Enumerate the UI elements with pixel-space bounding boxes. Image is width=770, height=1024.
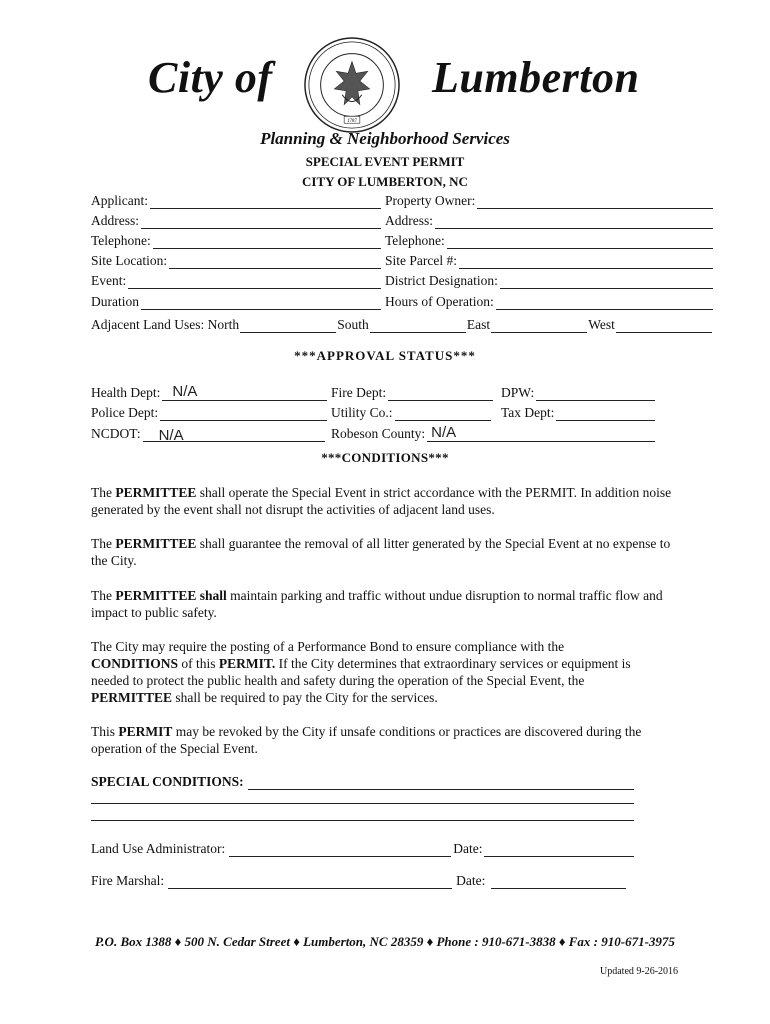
robeson-county-label: Robeson County:: [331, 426, 426, 441]
fire-marshal-field[interactable]: [168, 875, 452, 889]
ncdot: [91, 424, 325, 442]
form-subtitle: CITY OF LUMBERTON, NC: [302, 174, 468, 189]
form-title: SPECIAL EVENT PERMIT: [305, 154, 465, 169]
special-conditions: [91, 772, 634, 790]
owner-address-field[interactable]: [435, 215, 713, 229]
header-lumberton: Lumberton: [432, 53, 640, 102]
row-adjacent-land-uses: [91, 315, 713, 333]
land-use-admin-field[interactable]: [229, 843, 451, 857]
south-label: South: [337, 317, 369, 332]
robeson-county-value: N/A: [431, 424, 457, 441]
district-designation-field[interactable]: [500, 275, 713, 289]
robeson-county: [331, 424, 655, 442]
property-owner-field[interactable]: [477, 195, 713, 209]
site-location-field[interactable]: [169, 255, 381, 269]
row-duration: [91, 294, 715, 312]
special-conditions-field[interactable]: [248, 776, 634, 790]
land-use-admin-label: Land Use Administrator:: [91, 841, 226, 856]
ncdot-field[interactable]: [143, 428, 325, 442]
condition-paragraph-1: The PERMITTEE shall operate the Special Event in strict accordance with the PERMIT. In addition noise generated by the event shall not disrupt the activities of adjacent land uses.: [91, 485, 672, 517]
property-owner-label: Property Owner:: [385, 193, 476, 208]
condition-paragraph-5: This PERMIT may be revoked by the City if unsafe conditions or practices are discovered during the operation of the Special Event.: [91, 724, 642, 756]
fire-dept: [331, 383, 493, 401]
health-dept: [91, 383, 327, 401]
north-field[interactable]: [240, 319, 336, 333]
owner-telephone-field[interactable]: [447, 235, 713, 249]
site-location-label: Site Location:: [91, 253, 168, 268]
health-dept-field[interactable]: [162, 383, 327, 401]
ncdot-label: NCDOT:: [91, 426, 141, 441]
dpw-label: DPW:: [501, 385, 535, 400]
west-label: West: [588, 317, 615, 332]
fire-marshal-signature: [91, 871, 626, 889]
tax-dept-label: Tax Dept:: [501, 405, 555, 420]
telephone-field[interactable]: [153, 235, 381, 249]
city-seal-icon: [303, 36, 401, 134]
police-dept: [91, 403, 327, 421]
special-conditions-label: SPECIAL CONDITIONS:: [91, 774, 244, 789]
condition-paragraph-3: The PERMITTEE shall maintain parking and traffic without undue disruption to normal traffic flow and impact to public safety.: [91, 588, 663, 620]
row-telephone: [91, 233, 715, 251]
ncdot-value: N/A: [158, 427, 184, 444]
conditions-heading: ***CONDITIONS***: [321, 450, 449, 465]
east-field[interactable]: [491, 319, 587, 333]
approval-status-heading: ***APPROVAL STATUS***: [294, 348, 476, 363]
site-parcel-field[interactable]: [459, 255, 713, 269]
date-label-2: Date:: [456, 873, 486, 888]
event-field[interactable]: [128, 275, 381, 289]
row-address: [91, 213, 715, 231]
east-label: East: [466, 317, 491, 332]
site-parcel-label: Site Parcel #:: [385, 253, 457, 268]
utility-co-field[interactable]: [395, 407, 491, 421]
applicant-label: Applicant:: [91, 193, 148, 208]
police-dept-label: Police Dept:: [91, 405, 159, 420]
address-label: Address:: [91, 213, 139, 228]
applicant-field[interactable]: [150, 195, 381, 209]
duration-label: Duration: [91, 294, 139, 309]
row-site: [91, 253, 715, 271]
robeson-county-field[interactable]: [427, 424, 655, 442]
fire-dept-label: Fire Dept:: [331, 385, 387, 400]
footer-contact: P.O. Box 1388 ♦ 500 N. Cedar Street ♦ Lumberton, NC 28359 ♦ Phone : 910-671-3838 ♦ Fax : 910-671-3975: [95, 934, 675, 949]
fire-dept-field[interactable]: [388, 387, 493, 401]
updated-date: Updated 9-26-2016: [600, 966, 679, 977]
seal-year: 1787: [347, 119, 357, 125]
date-field-2[interactable]: [491, 875, 626, 889]
police-dept-field[interactable]: [160, 407, 327, 421]
health-dept-label: Health Dept:: [91, 385, 161, 400]
south-field[interactable]: [370, 319, 466, 333]
hours-of-operation-label: Hours of Operation:: [385, 294, 494, 309]
condition-paragraph-2: The PERMITTEE shall guarantee the removal of all litter generated by the Special Event at no expense to the City.: [91, 536, 671, 568]
special-conditions-line-3[interactable]: [91, 820, 634, 821]
address-field[interactable]: [141, 215, 381, 229]
telephone-label: Telephone:: [91, 233, 151, 248]
district-designation-label: District Designation:: [385, 273, 498, 288]
utility-co: [331, 403, 491, 421]
land-use-admin-signature: [91, 839, 634, 857]
west-field[interactable]: [616, 319, 712, 333]
duration-field[interactable]: [141, 296, 381, 310]
event-label: Event:: [91, 273, 127, 288]
tax-dept: [501, 403, 655, 421]
owner-telephone-label: Telephone:: [385, 233, 445, 248]
fire-marshal-label: Fire Marshal:: [91, 873, 165, 888]
utility-co-label: Utility Co.:: [331, 405, 393, 420]
header-city-of: City of: [148, 53, 273, 102]
adjacent-north-label: Adjacent Land Uses: North: [91, 317, 240, 332]
row-applicant: [91, 193, 715, 211]
dpw-field[interactable]: [536, 387, 655, 401]
condition-paragraph-4: The City may require the posting of a Performance Bond to ensure compliance with the CONDITIONS of this PERMIT. If the City determines that extraordinary services or equipment is needed to protect the public health and safety during the operation of the Special Event, the PERMITTEE shall be required to pay the City for the services.: [91, 639, 631, 705]
department-name: Planning & Neighborhood Services: [260, 129, 510, 148]
date-label-1: Date:: [453, 841, 483, 856]
dpw: [501, 383, 655, 401]
special-conditions-line-2[interactable]: [91, 803, 634, 804]
health-dept-value: N/A: [172, 383, 198, 400]
tax-dept-field[interactable]: [556, 407, 655, 421]
date-field-1[interactable]: [484, 843, 634, 857]
owner-address-label: Address:: [385, 213, 433, 228]
hours-of-operation-field[interactable]: [496, 296, 713, 310]
row-event: [91, 273, 715, 291]
